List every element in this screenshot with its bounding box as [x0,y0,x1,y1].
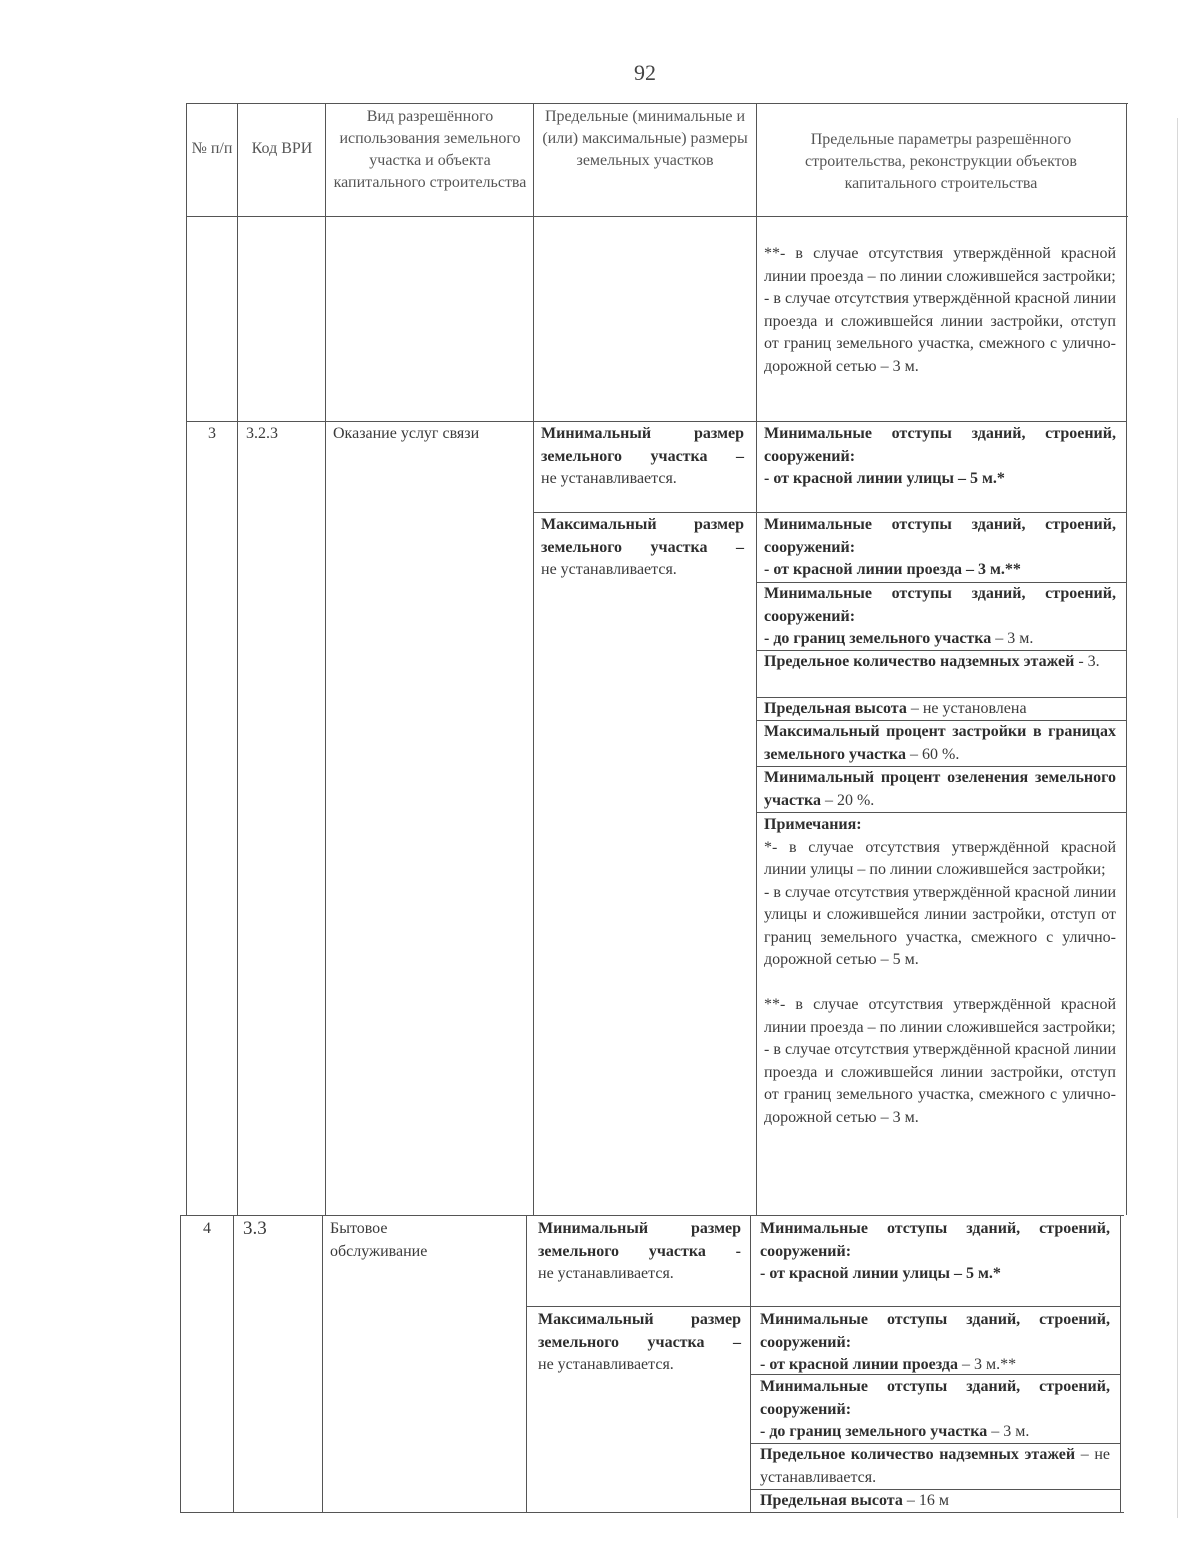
row4-min-size-value: не устанавливается. [538,1265,674,1282]
header-num: № п/п [191,140,233,157]
row3-min-size [541,423,744,491]
col-divider [237,103,238,1215]
header-params: Предельные параметры разрешённого строительства, реконструкции объектов капитального строительства [805,131,1077,192]
table-border-left [186,103,187,1215]
row3-setback-street [764,423,1116,491]
row3-setback-street-title: Минимальные отступы зданий, строений, сооружений: [764,425,1116,465]
row3-max-size [541,514,744,582]
row3-height-label: Предельная высота [764,700,907,717]
col-divider [750,1215,751,1513]
row4-setback-border-label: - до границ земельного участка [760,1423,988,1440]
row4-floors-label: Предельное количество надземных этажей [760,1446,1076,1463]
row4-height [760,1490,1110,1513]
col-divider [756,103,757,1215]
cell-divider [750,1306,1120,1307]
page-number: 92 [634,60,656,85]
row3-note2a: **- в случае отсутствия утверждённой красной линии проезда – по линии сложившейся застройки; [764,996,1116,1036]
row3-setback-border-value: – 3 м. [991,630,1034,647]
header-kind: Вид разрешённого использования земельного участка и объекта капитального строительства [333,108,527,191]
continued-note [764,243,1116,378]
scan-edge [1177,118,1178,1518]
row3-notes [764,814,1116,1129]
row4-code: 3.3 [243,1218,267,1239]
row3-setback-passage-value: - от красной линии проезда – 3 м.** [764,561,1021,578]
row3-setback-passage [764,514,1116,582]
row3-build-pct-value: – 60 %. [906,745,960,763]
row3-green-pct-label: Минимальный процент озеленения земельного участка [764,769,1116,809]
col-divider [322,1215,323,1513]
table-border-right [1126,103,1127,1215]
cell-divider [756,512,1126,513]
row4-height-label: Предельная высота [760,1492,903,1509]
row4-height-value: – 16 м [902,1492,949,1509]
continued-note-p1: **- в случае отсутствия утверждённой красной линии проезда – по линии сложившейся застройки; [764,245,1116,285]
row4-setback-border [760,1376,1110,1444]
row3-floors-value: - 3. [1074,653,1100,670]
row3-kind: Оказание услуг связи [333,425,480,442]
row4-min-size [538,1218,741,1286]
row3-note1a: *- в случае отсутствия утверждённой красной линии улицы – по линии сложившейся застройки; [764,838,1116,878]
row3-floors [764,651,1116,674]
row4-setback-border-value: – 3 м. [987,1423,1030,1440]
header-code: Код ВРИ [251,140,313,157]
row4-max-size [538,1309,741,1377]
table-border-right [1120,1215,1121,1513]
header-divider [186,216,1128,217]
row3-max-size-value: не устанавливается. [541,561,677,578]
row4-setback-street-title: Минимальные отступы зданий, строений, сооружений: [760,1220,1110,1260]
row4-floors-value: – не устанавливается. [760,1446,1110,1486]
row3-max-size-title: Максимальный размер земельного участка – [541,516,744,556]
row4-setback-passage [760,1309,1110,1377]
row3-build-pct [764,721,1116,766]
table-border-top [186,103,1128,104]
row3-code: 3.2.3 [246,425,278,442]
row3-floors-label: Предельное количество надземных этажей [764,653,1075,670]
row4-setback-passage-title: Минимальные отступы зданий, строений, сооружений: [760,1311,1110,1351]
row3-setback-border-label: - до границ земельного участка [764,630,992,647]
row4-min-size-title: Минимальный размер земельного участка - [538,1220,741,1260]
row4-kind: Бытовое обслуживание [330,1220,428,1260]
row3-green-pct [764,767,1116,812]
row3-setback-border [764,583,1116,651]
row3-height-value: – не установлена [906,700,1027,717]
row3-min-size-title: Минимальный размер земельного участка – [541,425,744,465]
notes-spacer [764,972,1116,995]
row3-note2b: - в случае отсутствия утверждённой красной линии проезда и сложившейся линии застройки, отступ от границ земельного участка, смежного с улично-дорожной сетью – 3 м. [764,1041,1116,1126]
continued-note-p2: - в случае отсутствия утверждённой красной линии проезда и сложившейся линии застройки, отступ от границ земельного участка, смежного с улично-дорожной сетью – 3 м. [764,290,1116,375]
row3-setback-street-value: - от красной линии улицы – 5 м.* [764,470,1005,487]
row3-setback-border-title: Минимальные отступы зданий, строений, сооружений: [764,585,1116,625]
header-sizes: Предельные (минимальные и (или) максимальные) размеры земельных участков [542,108,748,169]
row4-setback-border-title: Минимальные отступы зданий, строений, сооружений: [760,1378,1110,1418]
col-divider [533,103,534,1215]
table-border-left [180,1215,181,1513]
row3-green-pct-value: – 20 %. [820,791,875,809]
row4-setback-street [760,1218,1110,1286]
row4-setback-street-value: - от красной линии улицы – 5 м.* [760,1265,1001,1282]
row4-num: 4 [203,1220,211,1237]
row3-height [764,698,1116,721]
row3-build-pct-label: Максимальный процент застройки в границах земельного участка [764,723,1116,763]
col-divider [526,1215,527,1513]
row3-num: 3 [208,425,216,442]
col-divider [325,103,326,1215]
row3-notes-title: Примечания: [764,816,862,833]
row3-setback-passage-title: Минимальные отступы зданий, строений, сооружений: [764,516,1116,556]
row4-max-size-title: Максимальный размер земельного участка – [538,1311,741,1351]
row4-setback-passage-tail: – 3 м.** [957,1356,1017,1373]
cell-divider [526,1306,751,1307]
col-divider [233,1215,234,1513]
row4-floors [760,1444,1110,1489]
cell-divider [533,512,757,513]
row3-note1b: - в случае отсутствия утверждённой красной линии улицы и сложившейся линии застройки, отступ от границ земельного участка, смежного с улично-дорожной сетью – 5 м. [764,883,1116,968]
row3-min-size-value: не устанавливается. [541,470,677,487]
row4-setback-passage-value: - от красной линии проезда [760,1356,958,1373]
row4-max-size-value: не устанавливается. [538,1356,674,1373]
cell-divider [756,812,1126,813]
row-divider [186,421,1126,422]
